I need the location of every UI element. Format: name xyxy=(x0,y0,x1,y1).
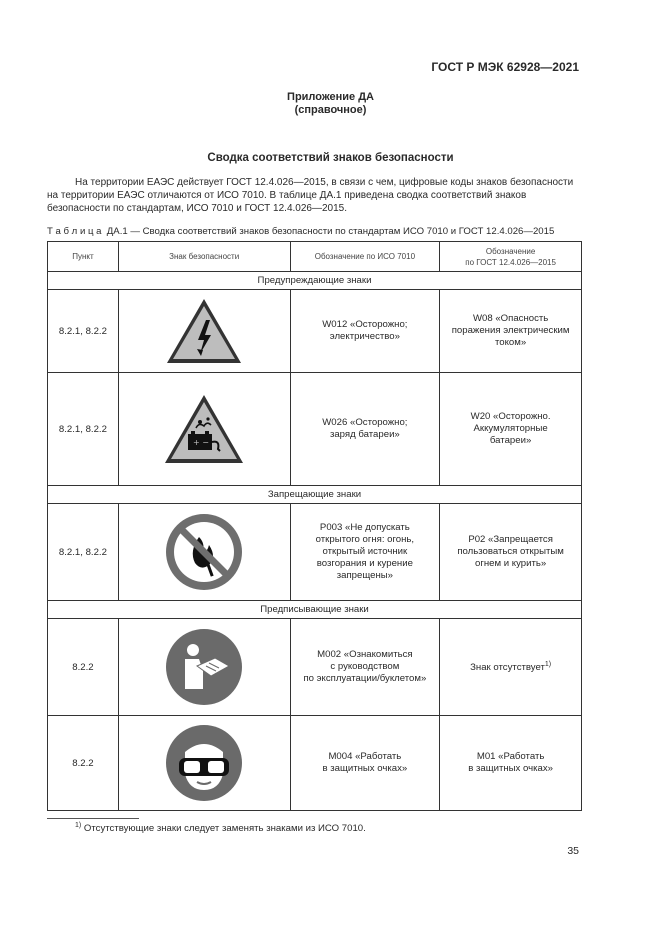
annex-title: Приложение ДА xyxy=(287,91,374,103)
footnote-ref: 1) xyxy=(544,661,552,669)
section-mandatory-signs: Предписывающие знаки xyxy=(48,601,582,619)
footnote xyxy=(75,822,366,834)
row-clause: 8.2.1, 8.2.2 xyxy=(48,290,119,373)
no-open-flame-icon xyxy=(163,511,245,593)
gost-text: батареи» xyxy=(489,435,532,446)
gost-text: в защитных очках» xyxy=(468,763,554,774)
iso-text: W026 «Осторожно; xyxy=(322,417,408,428)
iso-text: M002 «Ознакомиться xyxy=(317,649,413,660)
battery-charging-warning-icon xyxy=(162,392,246,466)
gost-cell xyxy=(440,716,582,811)
standard-designation: ГОСТ Р МЭК 62928—2021 xyxy=(431,60,579,74)
annex-subtitle: (справочное) xyxy=(294,104,367,116)
table-header-row xyxy=(48,242,582,272)
iso-cell xyxy=(290,290,440,373)
footnote-text: Отсутствующие знаки следует заменять знаками из ИСО 7010. xyxy=(83,823,366,835)
section-title: Сводка соответствий знаков безопасности xyxy=(207,152,454,164)
iso-cell xyxy=(290,373,440,486)
gost-text: током» xyxy=(495,337,527,348)
iso-text: возгорания и курение xyxy=(316,558,413,569)
gost-text: Аккумуляторные xyxy=(473,423,548,434)
iso-text: M004 «Работать xyxy=(328,751,402,762)
table-row xyxy=(48,290,582,373)
table-row xyxy=(48,716,582,811)
sign-cell xyxy=(118,716,290,811)
electricity-warning-icon xyxy=(165,296,243,366)
table-row xyxy=(48,504,582,601)
footnote-divider xyxy=(47,818,139,819)
header-iso: Обозначение по ИСО 7010 xyxy=(290,242,440,272)
row-clause: 8.2.1, 8.2.2 xyxy=(48,504,119,601)
sign-cell xyxy=(118,290,290,373)
header-gost-line1: Обозначение xyxy=(485,246,536,256)
iso-text: в защитных очках» xyxy=(322,763,408,774)
iso-cell xyxy=(290,504,440,601)
svg-text:+ −: + − xyxy=(193,438,210,447)
page-number: 35 xyxy=(567,845,579,857)
gost-text: W20 «Осторожно. xyxy=(470,411,551,422)
correspondence-table xyxy=(47,241,582,811)
gost-text: огнем и курить» xyxy=(475,558,547,569)
iso-text: электричество» xyxy=(329,331,400,342)
header-gost xyxy=(440,242,582,272)
iso-cell xyxy=(290,619,440,716)
gost-text: Знак отсутствует xyxy=(470,662,545,674)
iso-text: W012 «Осторожно; xyxy=(322,319,408,330)
gost-text: P02 «Запрещается xyxy=(468,534,553,545)
section-warning-signs: Предупреждающие знаки xyxy=(48,272,582,290)
intro-paragraph: На территории ЕАЭС действует ГОСТ 12.4.026—2015, в связи с чем, цифровые коды знаков безопасности на территории ЕАЭС отличаются от ИСО 7010. В таблице ДА.1 приведена сводка соответствий знаков безопасности по стандартам, ИСО 7010 и ГОСТ 12.4.026—2015. xyxy=(47,177,574,214)
annex-heading xyxy=(0,91,661,117)
table-caption: Т а б л и ц а ДА.1 — Сводка соответствий знаков безопасности по стандартам ИСО 7010 и ГОСТ 12.4.026—2015 xyxy=(47,226,555,237)
gost-cell xyxy=(440,290,582,373)
wear-eye-protection-icon xyxy=(163,722,245,804)
iso-text: открытый источник xyxy=(322,546,408,557)
sign-cell xyxy=(118,619,290,716)
iso-text: запрещены» xyxy=(336,570,393,581)
gost-cell xyxy=(440,373,582,486)
row-clause: 8.2.1, 8.2.2 xyxy=(48,373,119,486)
header-sign: Знак безопасности xyxy=(118,242,290,272)
header-gost-line2: по ГОСТ 12.4.026—2015 xyxy=(465,257,556,267)
iso-text: заряд батареи» xyxy=(329,429,400,440)
gost-cell xyxy=(440,619,582,716)
gost-text: M01 «Работать xyxy=(476,751,545,762)
row-clause: 8.2.2 xyxy=(48,716,119,811)
sign-cell xyxy=(118,504,290,601)
iso-text: с руководством xyxy=(330,661,400,672)
table-row xyxy=(48,373,582,486)
gost-text: пользоваться открытым xyxy=(457,546,564,557)
iso-text: по эксплуатации/буклетом» xyxy=(303,673,427,684)
row-clause: 8.2.2 xyxy=(48,619,119,716)
iso-text: открытого огня: огонь, xyxy=(315,534,415,545)
header-clause: Пункт xyxy=(48,242,119,272)
sign-cell xyxy=(118,373,290,486)
table-row xyxy=(48,619,582,716)
read-manual-icon xyxy=(163,626,245,708)
gost-text: W08 «Опасность xyxy=(472,313,549,324)
footnote-marker: 1) xyxy=(75,822,82,829)
iso-cell xyxy=(290,716,440,811)
gost-text: поражения электрическим xyxy=(451,325,570,336)
gost-cell xyxy=(440,504,582,601)
iso-text: P003 «Не допускать xyxy=(319,522,410,533)
section-prohibition-signs: Запрещающие знаки xyxy=(48,486,582,504)
